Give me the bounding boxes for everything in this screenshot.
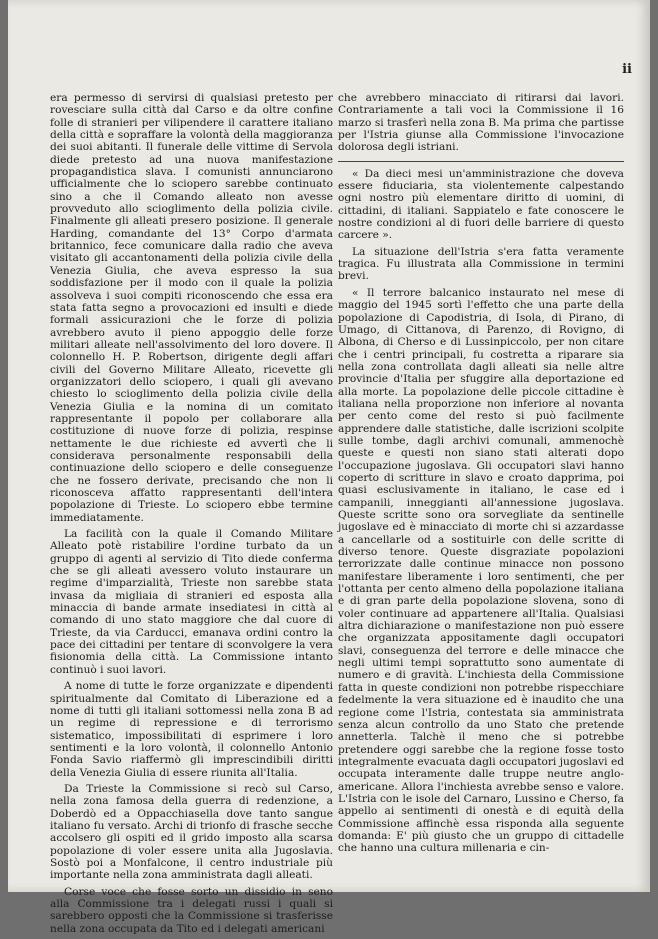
paragraph: La situazione dell'Istria s'era fatta veramente tragica. Fu illustrata alla Commissione in termini brevi.	[338, 245, 624, 283]
left-column	[50, 92, 333, 939]
page-number: ii	[622, 62, 632, 77]
paragraph: che avrebbero minacciato di ritirarsi dai lavori. Contrariamente a tali voci la Commissione il 16 marzo si trasferì nella zona B. Ma prima che partisse per l'Istria giunse alla Commissione l'invocazione dolorosa degli istriani.	[338, 92, 624, 154]
quoted-appeal: « Da dieci mesi un'amministrazione che doveva essere fiduciaria, sta violentemente calpestando ogni nostro più elementare diritto di uomini, di cittadini, di italiani. Sappiatelo e fate conoscere le nostre condizioni al di fuori delle barriere di questo carcere ».	[338, 167, 624, 242]
paragraph: Da Trieste la Commissione si recò sul Carso, nella zona famosa della guerra di redenzione, a Doberdò ed a Oppacchiasella dove tanto sangue italiano fu versato. Archi di trionfo di frasche secche accolsero gli ospiti ed il grido imposto alla scarsa popolazione di voler essere unita alla Jugoslavia. Sostò poi a Monfalcone, il centro industriale più importante nella zona amministrata dagli alleati.	[50, 782, 333, 882]
section-divider	[338, 161, 624, 162]
quoted-report: « Il terrore balcanico instaurato nel mese di maggio del 1945 sortì l'effetto che una parte della popolazione di Capodistria, di Isola, di Pirano, di Umago, di Cittanova, di Parenzo, di Rovigno, di Albona, di Cherso e di Lussinpiccolo, per non citare che i centri principali, fu costretta a riparare sia nella zona controllata dagli alleati sia nelle altre provincie d'Italia per sfuggire alla deportazione ed alla morte. La popolazione delle piccole cittadine è italiana nella proporzione non inferiore al novanta per cento come del resto si può facilmente apprendere dalle statistiche, dalle iscrizioni scolpite sulle tombe, dagli archivi comunali, ammenochè queste e questi non siano stati alterati dopo l'occupazione jugoslava. Gli occupatori slavi hanno coperto di scritture in slavo e croato dapprima, poi quasi esclusivamente in italiano, le case ed i campanili, inneggianti all'annessione jugoslava. Queste scritte sono ora sorvegliate da sentinelle jugoslave ed è minacciato di morte chi si azzardasse a cancellarle od a sostituirle con delle scritte di diverso tenore. Queste disgraziate popolazioni terrorizzate dalle continue minacce non possono manifestare liberamente i loro sentimenti, che per l'ottanta per cento almeno della popolazione italiana e di gran parte della popolazione slovena, sono di voler continuare ad appartenere all'Italia. Qualsiasi altra dichiarazione o manifestazione non può essere che organizzata appositamente dagli occupatori slavi, conseguenza del terrore e delle minacce che negli ultimi tempi soprattutto sono aumentate di numero e di gravità. L'inchiesta della Commissione fatta in queste condizioni non potrebbe rispecchiare fedelmente la vera situazione ed è inaudito che una regione come l'Istria, contestata sia amministrata senza alcun controllo da uno Stato che pretende annetterla. Talchè il meno che si potrebbe pretendere oggi sarebbe che la regione fosse tosto integralmente evacuata dagli occupatori jugoslavi ed occupata interamente dalle truppe neutre anglo-americane. Allora l'inchiesta avrebbe senso e valore. L'Istria con le isole del Carnaro, Lussino e Cherso, fa appello ai sentimenti di onestà e di equità della Commissione affinchè essa risponda alla seguente domanda: E' più giusto che un gruppo di cittadelle che hanno una cultura millenaria e cin-	[338, 286, 624, 855]
right-column	[338, 92, 624, 859]
paragraph: A nome di tutte le forze organizzate e dipendenti spiritualmente dal Comitato di Liberazione ed a nome di tutti gli italiani sottomessi nella zona B ad un regime di repressione e di terrorismo sistematico, impossibilitati di esprimere i loro sentimenti e la loro volontà, il colonnello Antonio Fonda Savio riaffermò gli imprescindibili diritti della Venezia Giulia di essere riunita all'Italia.	[50, 680, 333, 779]
paragraph: era permesso di servirsi di qualsiasi pretesto per rovesciare sulla città dal Carso e da oltre confine folle di stranieri per vilipendere il carattere italiano della città e sopraffare la volontà della maggioranza dei suoi abitanti. Il funerale delle vittime di Servola diede pretesto ad una nuova manifestazione propagandistica slava. I comunisti annunciarono ufficialmente che lo sciopero sarebbe continuato sino a che il Comando alleato non avesse provveduto allo scioglimento della polizia civile. Finalmente gli alleati presero posizione. Il generale Harding, comandante del 13° Corpo d'armata britannico, fece comunicare dalla radio che aveva visitato gli accantonamenti della polizia civile della Venezia Giulia, che aveva espresso la sua soddisfazione per il modo con il quale la polizia assolveva i suoi compiti riconoscendo che essa era stata fatta segno a provocazioni ed insulti e diede formali assicurazioni che le forze di polizia avrebbero avuto il pieno appoggio delle forze militari alleate nell'assolvimento del loro dovere. Il colonnello H. P. Robertson, dirigente degli affari civili del Governo Militare Alleato, ricevette gli organizzatori dello sciopero, i quali gli avevano chiesto lo scioglimento della polizia civile della Venezia Giulia e la nomina di un comitato rappresentante il popolo per collaborare alla costituzione di nuove forze di polizia, respinse nettamente le due richieste ed avvertì che li considerava personalmente responsabili della continuazione dello sciopero e delle conseguenze che ne fossero derivate, precisando che non li riconosceva affatto rappresentanti dell'intera popolazione di Trieste. Lo sciopero ebbe termine immediatamente.	[50, 92, 333, 524]
document-page	[8, 0, 650, 935]
paragraph: Corse voce che fosse sorto un dissidio in seno alla Commissione tra i delegati russi i quali si sarebbero opposti che la Commissione si trasferisse nella zona occupata da Tito ed i delegati americani	[50, 885, 333, 935]
paragraph: La facilità con la quale il Comando Militare Alleato potè ristabilire l'ordine turbato da un gruppo di agenti al servizio di Tito diede conferma che se gli alleati avessero voluto instaurare un regime d'imparzialità, Trieste non sarebbe stata invasa da migliaia di stranieri ed esposta alla minaccia di bande armate insediatesi in città al comando di uno stato maggiore che dal cuore di Trieste, da via Carducci, emanava ordini contro la pace dei cittadini per tentare di sconvolgere la vera fisionomia della città. La Commissione intanto continuò i suoi lavori.	[50, 528, 333, 676]
